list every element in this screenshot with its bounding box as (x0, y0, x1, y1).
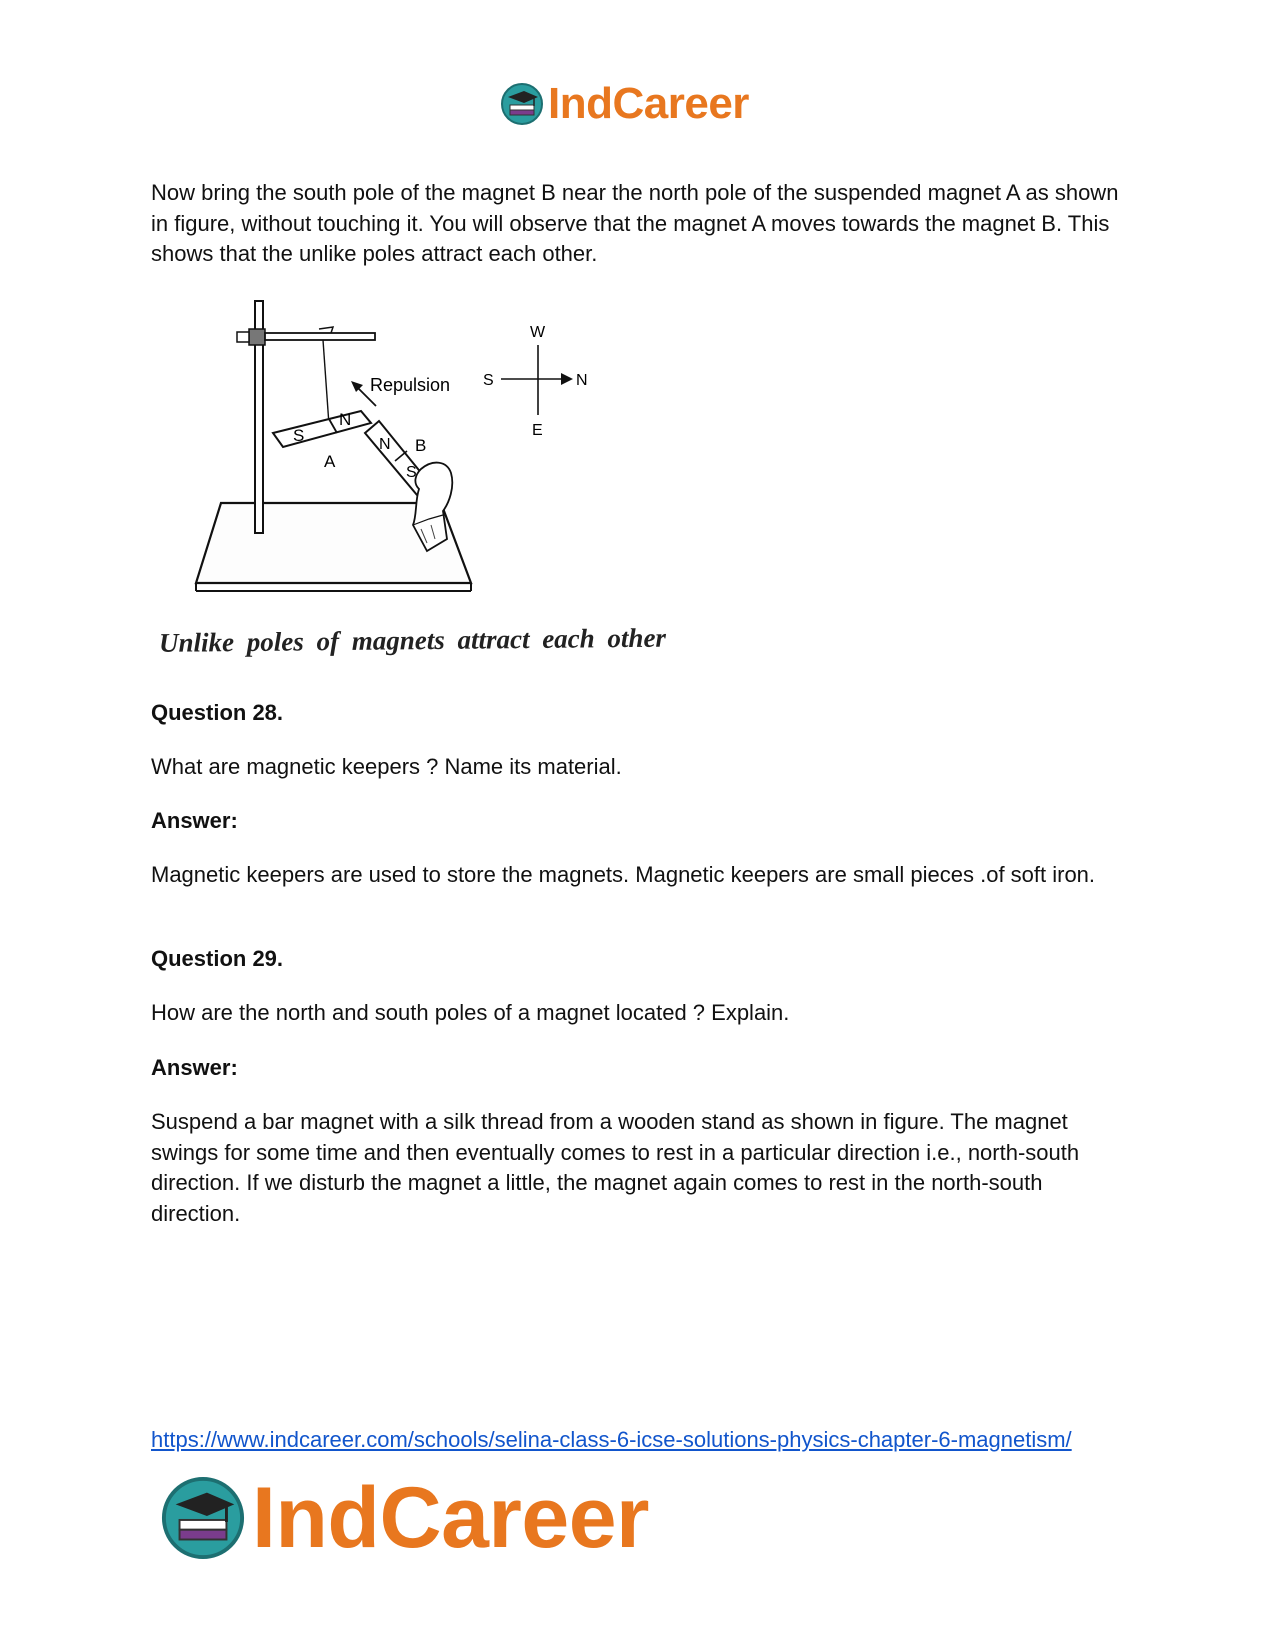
hand-illustration (413, 463, 452, 551)
magnet-a-south-label: S (293, 426, 305, 445)
compass-south-label: S (483, 372, 494, 389)
question-29-heading: Question 29. (151, 946, 284, 971)
clamp (249, 329, 265, 345)
graduation-cap-book-icon (500, 82, 544, 126)
magnet-b-south-label: S (406, 464, 417, 481)
stand-arm (265, 333, 375, 340)
indcareer-logo-footer (160, 1470, 700, 1566)
silk-thread (323, 340, 329, 425)
source-url-link[interactable]: https://www.indcareer.com/schools/selina-class-6-icse-solutions-physics-chapter-6-magnetism/ (151, 1427, 1072, 1452)
repulsion-label: Repulsion (370, 375, 451, 395)
logo-wordmark: IndCareer (252, 1469, 649, 1566)
graduation-cap-book-icon (160, 1475, 246, 1561)
magnet-b-label: B (415, 436, 427, 455)
magnet-a (273, 410, 371, 447)
indcareer-logo-header (500, 76, 790, 132)
magnet-a-north-label: N (339, 410, 352, 429)
magnet-b-north-label: N (379, 436, 391, 453)
logo-wordmark: IndCareer (548, 79, 749, 128)
magnet-a-label: A (324, 452, 336, 471)
compass-north-label: N (576, 372, 588, 389)
magnet-attraction-figure (151, 293, 711, 671)
intro-paragraph: Now bring the south pole of the magnet B near the north pole of the suspended magnet A as shown in figure, without touching it. You will observe that the magnet A moves towards the magnet B. This shows that the unlike poles attract each other. (151, 180, 1119, 266)
question-29-text: How are the north and south poles of a magnet located ? Explain. (151, 1000, 790, 1025)
question-28-text: What are magnetic keepers ? Name its material. (151, 754, 622, 779)
answer-28-text: Magnetic keepers are used to store the magnets. Magnetic keepers are small pieces .of soft iron. (151, 862, 1096, 887)
answer-29-heading: Answer: (151, 1055, 238, 1080)
magnet-diagram (151, 293, 711, 671)
answer-28-heading: Answer: (151, 808, 238, 833)
answer-29-text: Suspend a bar magnet with a silk thread from a wooden stand as shown in figure. The magnet swings for some time and then eventually comes to rest in a particular direction i.e., north-south direction. If we disturb the magnet a little, the magnet again comes to rest in the north-south direction. (151, 1109, 1080, 1226)
figure-caption: Unlike poles of magnets attract each other (158, 622, 667, 658)
compass-west-label: W (530, 324, 546, 341)
compass-rose (483, 324, 588, 439)
compass-east-label: E (532, 422, 543, 439)
question-28-heading: Question 28. (151, 700, 284, 725)
